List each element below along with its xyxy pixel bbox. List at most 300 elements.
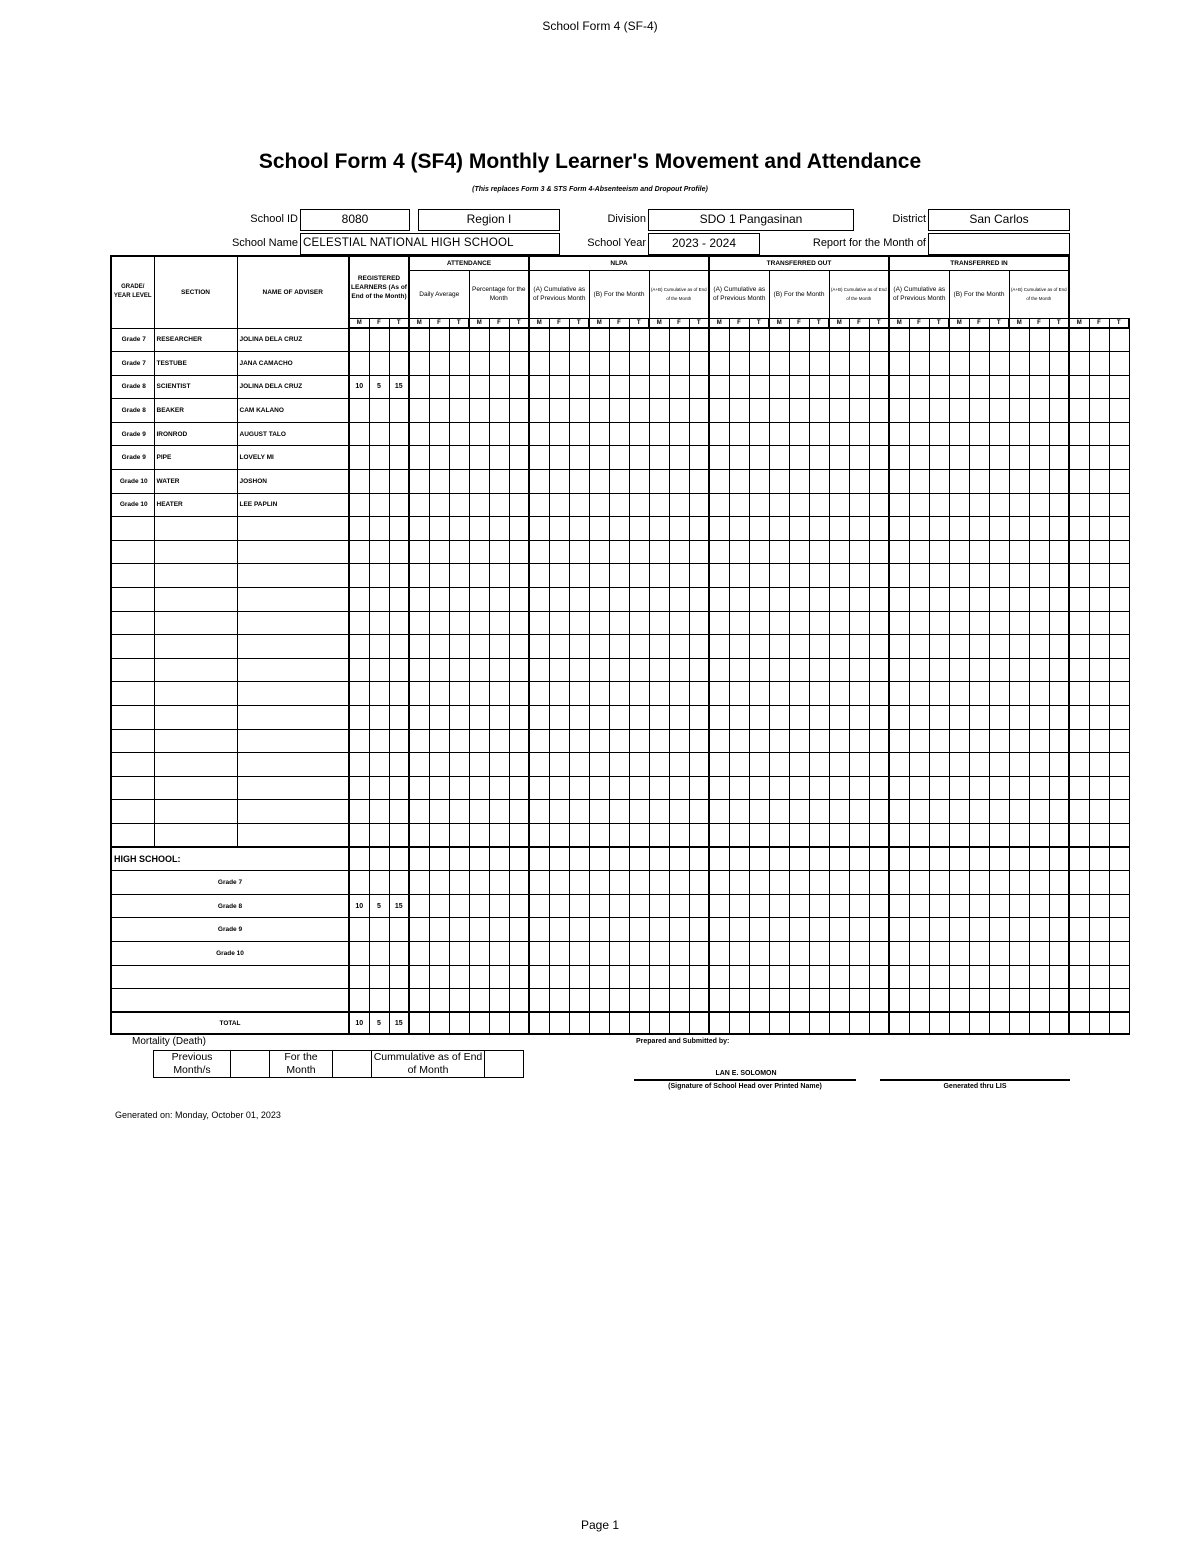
data-cell[interactable] — [769, 493, 789, 517]
data-cell[interactable] — [669, 399, 689, 423]
grade-level-cell[interactable] — [111, 706, 154, 730]
registered-t-cell[interactable] — [389, 729, 409, 753]
data-cell[interactable] — [909, 706, 929, 730]
data-cell[interactable] — [909, 470, 929, 494]
data-cell[interactable] — [669, 328, 689, 352]
data-cell[interactable] — [1009, 352, 1029, 376]
data-cell[interactable] — [869, 470, 889, 494]
data-cell[interactable] — [529, 446, 549, 470]
data-cell[interactable] — [409, 611, 429, 635]
data-cell[interactable] — [409, 422, 429, 446]
data-cell[interactable] — [929, 493, 949, 517]
data-cell[interactable] — [649, 941, 669, 965]
data-cell[interactable] — [549, 399, 569, 423]
data-cell[interactable] — [849, 422, 869, 446]
adviser-cell[interactable]: JANA CAMACHO — [237, 352, 349, 376]
data-cell[interactable] — [1109, 446, 1129, 470]
data-cell[interactable] — [1109, 1012, 1129, 1034]
data-cell[interactable] — [609, 918, 629, 942]
data-cell[interactable] — [409, 635, 429, 659]
data-cell[interactable] — [929, 564, 949, 588]
data-cell[interactable] — [809, 989, 829, 1013]
data-cell[interactable] — [1009, 706, 1029, 730]
section-cell[interactable]: SCIENTIST — [154, 375, 237, 399]
data-cell[interactable] — [1029, 658, 1049, 682]
data-cell[interactable] — [509, 823, 529, 847]
data-cell[interactable] — [709, 989, 729, 1013]
data-cell[interactable] — [1089, 540, 1109, 564]
data-cell[interactable] — [849, 540, 869, 564]
data-cell[interactable] — [889, 517, 909, 541]
data-cell[interactable] — [1109, 517, 1129, 541]
data-cell[interactable] — [529, 729, 549, 753]
data-cell[interactable] — [709, 493, 729, 517]
data-cell[interactable] — [449, 422, 469, 446]
data-cell[interactable] — [429, 706, 449, 730]
data-cell[interactable] — [629, 658, 649, 682]
data-cell[interactable] — [629, 588, 649, 612]
data-cell[interactable] — [989, 989, 1009, 1013]
data-cell[interactable] — [1009, 918, 1029, 942]
data-cell[interactable] — [709, 375, 729, 399]
grade-level-cell[interactable] — [111, 823, 154, 847]
data-cell[interactable] — [569, 918, 589, 942]
data-cell[interactable] — [549, 635, 569, 659]
data-cell[interactable] — [729, 564, 749, 588]
data-cell[interactable] — [729, 847, 749, 871]
data-cell[interactable] — [489, 375, 509, 399]
data-cell[interactable] — [1069, 540, 1089, 564]
data-cell[interactable] — [1069, 776, 1089, 800]
data-cell[interactable] — [989, 776, 1009, 800]
data-cell[interactable] — [689, 800, 709, 824]
data-cell[interactable] — [809, 706, 829, 730]
data-cell[interactable] — [509, 800, 529, 824]
data-cell[interactable] — [629, 776, 649, 800]
data-cell[interactable] — [609, 682, 629, 706]
data-cell[interactable] — [489, 588, 509, 612]
data-cell[interactable] — [729, 540, 749, 564]
data-cell[interactable] — [1029, 800, 1049, 824]
data-cell[interactable] — [809, 540, 829, 564]
data-cell[interactable] — [1089, 989, 1109, 1013]
data-cell[interactable] — [889, 635, 909, 659]
data-cell[interactable] — [469, 493, 489, 517]
registered-t-cell[interactable] — [389, 328, 409, 352]
data-cell[interactable] — [469, 352, 489, 376]
data-cell[interactable] — [889, 564, 909, 588]
data-cell[interactable] — [609, 753, 629, 777]
data-cell[interactable] — [469, 847, 489, 871]
data-cell[interactable] — [929, 800, 949, 824]
data-cell[interactable] — [489, 706, 509, 730]
data-cell[interactable] — [1029, 847, 1049, 871]
data-cell[interactable] — [1069, 635, 1089, 659]
data-cell[interactable] — [409, 894, 429, 918]
data-cell[interactable] — [469, 729, 489, 753]
data-cell[interactable] — [569, 706, 589, 730]
registered-t-cell[interactable] — [389, 446, 409, 470]
data-cell[interactable] — [949, 729, 969, 753]
data-cell[interactable] — [569, 729, 589, 753]
data-cell[interactable] — [749, 871, 769, 895]
data-cell[interactable] — [469, 918, 489, 942]
data-cell[interactable] — [449, 328, 469, 352]
data-cell[interactable] — [909, 588, 929, 612]
data-cell[interactable] — [1069, 894, 1089, 918]
data-cell[interactable] — [1029, 422, 1049, 446]
data-cell[interactable] — [489, 894, 509, 918]
data-cell[interactable] — [969, 517, 989, 541]
data-cell[interactable] — [689, 375, 709, 399]
data-cell[interactable] — [449, 470, 469, 494]
data-cell[interactable] — [1049, 847, 1069, 871]
data-cell[interactable] — [689, 470, 709, 494]
data-cell[interactable] — [989, 446, 1009, 470]
data-cell[interactable] — [1109, 470, 1129, 494]
data-cell[interactable] — [769, 682, 789, 706]
data-cell[interactable] — [789, 776, 809, 800]
data-cell[interactable] — [749, 941, 769, 965]
data-cell[interactable] — [1029, 753, 1049, 777]
section-cell[interactable] — [154, 706, 237, 730]
data-cell[interactable] — [609, 941, 629, 965]
data-cell[interactable] — [989, 706, 1009, 730]
data-cell[interactable] — [789, 658, 809, 682]
data-cell[interactable] — [1049, 470, 1069, 494]
data-cell[interactable] — [1069, 611, 1089, 635]
data-cell[interactable] — [869, 328, 889, 352]
data-cell[interactable] — [789, 729, 809, 753]
data-cell[interactable] — [509, 658, 529, 682]
registered-f-cell[interactable] — [369, 729, 389, 753]
data-cell[interactable] — [509, 706, 529, 730]
data-cell[interactable] — [409, 493, 429, 517]
data-cell[interactable] — [949, 706, 969, 730]
registered-m-cell[interactable] — [349, 517, 369, 541]
data-cell[interactable] — [1109, 894, 1129, 918]
data-cell[interactable] — [1049, 800, 1069, 824]
data-cell[interactable] — [909, 611, 929, 635]
data-cell[interactable] — [489, 517, 509, 541]
data-cell[interactable] — [889, 871, 909, 895]
data-cell[interactable] — [669, 682, 689, 706]
grade-level-cell[interactable] — [111, 517, 154, 541]
data-cell[interactable] — [1089, 493, 1109, 517]
data-cell[interactable] — [709, 823, 729, 847]
data-cell[interactable] — [849, 847, 869, 871]
data-cell[interactable] — [669, 517, 689, 541]
data-cell[interactable] — [949, 422, 969, 446]
data-cell[interactable] — [889, 894, 909, 918]
data-cell[interactable] — [729, 399, 749, 423]
registered-t-cell[interactable] — [389, 422, 409, 446]
data-cell[interactable] — [889, 328, 909, 352]
data-cell[interactable] — [429, 871, 449, 895]
data-cell[interactable] — [889, 540, 909, 564]
section-cell[interactable] — [154, 753, 237, 777]
data-cell[interactable] — [1029, 611, 1049, 635]
data-cell[interactable] — [1009, 446, 1029, 470]
data-cell[interactable] — [909, 658, 929, 682]
data-cell[interactable] — [1049, 352, 1069, 376]
data-cell[interactable] — [489, 446, 509, 470]
data-cell[interactable] — [969, 847, 989, 871]
data-cell[interactable] — [969, 1012, 989, 1034]
data-cell[interactable] — [949, 918, 969, 942]
data-cell[interactable] — [789, 918, 809, 942]
data-cell[interactable] — [989, 588, 1009, 612]
data-cell[interactable] — [769, 823, 789, 847]
data-cell[interactable] — [549, 776, 569, 800]
data-cell[interactable] — [749, 446, 769, 470]
data-cell[interactable] — [829, 918, 849, 942]
data-cell[interactable] — [489, 564, 509, 588]
data-cell[interactable] — [849, 470, 869, 494]
data-cell[interactable] — [809, 470, 829, 494]
adviser-cell[interactable] — [237, 729, 349, 753]
data-cell[interactable] — [589, 941, 609, 965]
data-cell[interactable] — [729, 965, 749, 989]
data-cell[interactable] — [589, 753, 609, 777]
data-cell[interactable] — [649, 1012, 669, 1034]
data-cell[interactable] — [789, 635, 809, 659]
data-cell[interactable] — [689, 989, 709, 1013]
data-cell[interactable] — [669, 352, 689, 376]
data-cell[interactable] — [669, 800, 689, 824]
data-cell[interactable] — [449, 611, 469, 635]
adviser-cell[interactable]: JOSHON — [237, 470, 349, 494]
data-cell[interactable] — [1049, 871, 1069, 895]
data-cell[interactable] — [729, 682, 749, 706]
data-cell[interactable] — [769, 989, 789, 1013]
data-cell[interactable] — [749, 847, 769, 871]
data-cell[interactable] — [1089, 776, 1109, 800]
data-cell[interactable] — [669, 918, 689, 942]
section-cell[interactable] — [154, 658, 237, 682]
data-cell[interactable] — [569, 753, 589, 777]
data-cell[interactable] — [1009, 564, 1029, 588]
data-cell[interactable] — [1009, 871, 1029, 895]
data-cell[interactable] — [1069, 564, 1089, 588]
data-cell[interactable] — [889, 446, 909, 470]
registered-t-cell[interactable] — [389, 517, 409, 541]
data-cell[interactable] — [629, 470, 649, 494]
data-cell[interactable] — [609, 493, 629, 517]
data-cell[interactable] — [1009, 493, 1029, 517]
grade-level-cell[interactable] — [111, 658, 154, 682]
data-cell[interactable] — [749, 800, 769, 824]
data-cell[interactable] — [769, 352, 789, 376]
data-cell[interactable] — [469, 706, 489, 730]
registered-m-cell[interactable] — [349, 352, 369, 376]
adviser-cell[interactable] — [237, 564, 349, 588]
data-cell[interactable] — [1009, 328, 1029, 352]
data-cell[interactable] — [829, 941, 849, 965]
data-cell[interactable] — [409, 1012, 429, 1034]
section-cell[interactable] — [154, 800, 237, 824]
data-cell[interactable] — [1089, 918, 1109, 942]
data-cell[interactable] — [789, 422, 809, 446]
data-cell[interactable] — [469, 941, 489, 965]
data-cell[interactable] — [429, 965, 449, 989]
data-cell[interactable] — [529, 894, 549, 918]
summary-f-cell[interactable] — [369, 871, 389, 895]
data-cell[interactable] — [869, 847, 889, 871]
data-cell[interactable] — [749, 918, 769, 942]
data-cell[interactable] — [469, 894, 489, 918]
data-cell[interactable] — [1089, 446, 1109, 470]
data-cell[interactable] — [709, 706, 729, 730]
data-cell[interactable] — [1009, 682, 1029, 706]
data-cell[interactable] — [529, 682, 549, 706]
registered-t-cell[interactable] — [389, 823, 409, 847]
data-cell[interactable] — [529, 517, 549, 541]
data-cell[interactable] — [1029, 989, 1049, 1013]
data-cell[interactable] — [969, 753, 989, 777]
data-cell[interactable] — [569, 682, 589, 706]
data-cell[interactable] — [489, 682, 509, 706]
data-cell[interactable] — [869, 658, 889, 682]
data-cell[interactable] — [889, 918, 909, 942]
data-cell[interactable] — [849, 588, 869, 612]
data-cell[interactable] — [989, 941, 1009, 965]
data-cell[interactable] — [429, 446, 449, 470]
data-cell[interactable] — [849, 729, 869, 753]
data-cell[interactable] — [849, 965, 869, 989]
grade-level-cell[interactable] — [111, 776, 154, 800]
data-cell[interactable] — [609, 375, 629, 399]
data-cell[interactable] — [749, 564, 769, 588]
adviser-cell[interactable]: JOLINA DELA CRUZ — [237, 328, 349, 352]
data-cell[interactable] — [409, 706, 429, 730]
data-cell[interactable] — [1109, 635, 1129, 659]
data-cell[interactable] — [1009, 635, 1029, 659]
data-cell[interactable] — [649, 422, 669, 446]
summary-f-cell[interactable] — [369, 918, 389, 942]
data-cell[interactable] — [489, 493, 509, 517]
data-cell[interactable] — [909, 422, 929, 446]
data-cell[interactable] — [589, 399, 609, 423]
data-cell[interactable] — [429, 470, 449, 494]
data-cell[interactable] — [949, 352, 969, 376]
data-cell[interactable] — [769, 706, 789, 730]
data-cell[interactable] — [449, 823, 469, 847]
data-cell[interactable] — [569, 564, 589, 588]
data-cell[interactable] — [649, 375, 669, 399]
data-cell[interactable] — [1069, 658, 1089, 682]
data-cell[interactable] — [449, 871, 469, 895]
data-cell[interactable] — [449, 706, 469, 730]
data-cell[interactable] — [609, 800, 629, 824]
grade-level-cell[interactable]: Grade 10 — [111, 470, 154, 494]
data-cell[interactable] — [569, 470, 589, 494]
data-cell[interactable] — [869, 493, 889, 517]
data-cell[interactable] — [889, 470, 909, 494]
data-cell[interactable] — [629, 399, 649, 423]
data-cell[interactable] — [749, 470, 769, 494]
data-cell[interactable] — [589, 352, 609, 376]
data-cell[interactable] — [1029, 446, 1049, 470]
data-cell[interactable] — [649, 729, 669, 753]
data-cell[interactable] — [1069, 352, 1089, 376]
data-cell[interactable] — [569, 800, 589, 824]
data-cell[interactable] — [689, 493, 709, 517]
data-cell[interactable] — [869, 729, 889, 753]
data-cell[interactable] — [509, 470, 529, 494]
data-cell[interactable] — [529, 399, 549, 423]
data-cell[interactable] — [1029, 823, 1049, 847]
data-cell[interactable] — [849, 1012, 869, 1034]
data-cell[interactable] — [649, 658, 669, 682]
summary-m-cell[interactable] — [349, 871, 369, 895]
data-cell[interactable] — [569, 635, 589, 659]
data-cell[interactable] — [1049, 517, 1069, 541]
data-cell[interactable] — [529, 470, 549, 494]
data-cell[interactable] — [589, 706, 609, 730]
data-cell[interactable] — [409, 800, 429, 824]
data-cell[interactable] — [569, 1012, 589, 1034]
data-cell[interactable] — [809, 611, 829, 635]
data-cell[interactable] — [1029, 352, 1049, 376]
data-cell[interactable] — [729, 446, 749, 470]
data-cell[interactable] — [749, 399, 769, 423]
section-cell[interactable]: WATER — [154, 470, 237, 494]
data-cell[interactable] — [749, 1012, 769, 1034]
data-cell[interactable] — [969, 800, 989, 824]
data-cell[interactable] — [809, 800, 829, 824]
data-cell[interactable] — [909, 682, 929, 706]
data-cell[interactable] — [589, 493, 609, 517]
data-cell[interactable] — [949, 1012, 969, 1034]
data-cell[interactable] — [969, 540, 989, 564]
data-cell[interactable] — [1049, 776, 1069, 800]
data-cell[interactable] — [489, 871, 509, 895]
data-cell[interactable] — [529, 588, 549, 612]
data-cell[interactable] — [509, 564, 529, 588]
data-cell[interactable] — [709, 446, 729, 470]
data-cell[interactable] — [849, 328, 869, 352]
data-cell[interactable] — [769, 328, 789, 352]
data-cell[interactable] — [809, 1012, 829, 1034]
data-cell[interactable] — [1069, 328, 1089, 352]
data-cell[interactable] — [909, 989, 929, 1013]
data-cell[interactable] — [989, 847, 1009, 871]
registered-f-cell[interactable] — [369, 588, 389, 612]
data-cell[interactable] — [809, 682, 829, 706]
data-cell[interactable] — [829, 871, 849, 895]
data-cell[interactable] — [849, 493, 869, 517]
data-cell[interactable] — [889, 800, 909, 824]
data-cell[interactable] — [1109, 682, 1129, 706]
data-cell[interactable] — [509, 399, 529, 423]
data-cell[interactable] — [449, 564, 469, 588]
data-cell[interactable] — [429, 941, 449, 965]
data-cell[interactable] — [549, 800, 569, 824]
data-cell[interactable] — [1049, 635, 1069, 659]
data-cell[interactable] — [989, 517, 1009, 541]
data-cell[interactable] — [909, 941, 929, 965]
data-cell[interactable] — [749, 493, 769, 517]
data-cell[interactable] — [969, 989, 989, 1013]
data-cell[interactable] — [909, 823, 929, 847]
data-cell[interactable] — [1069, 682, 1089, 706]
data-cell[interactable] — [689, 918, 709, 942]
data-cell[interactable] — [769, 1012, 789, 1034]
data-cell[interactable] — [449, 588, 469, 612]
data-cell[interactable] — [669, 658, 689, 682]
data-cell[interactable] — [769, 446, 789, 470]
